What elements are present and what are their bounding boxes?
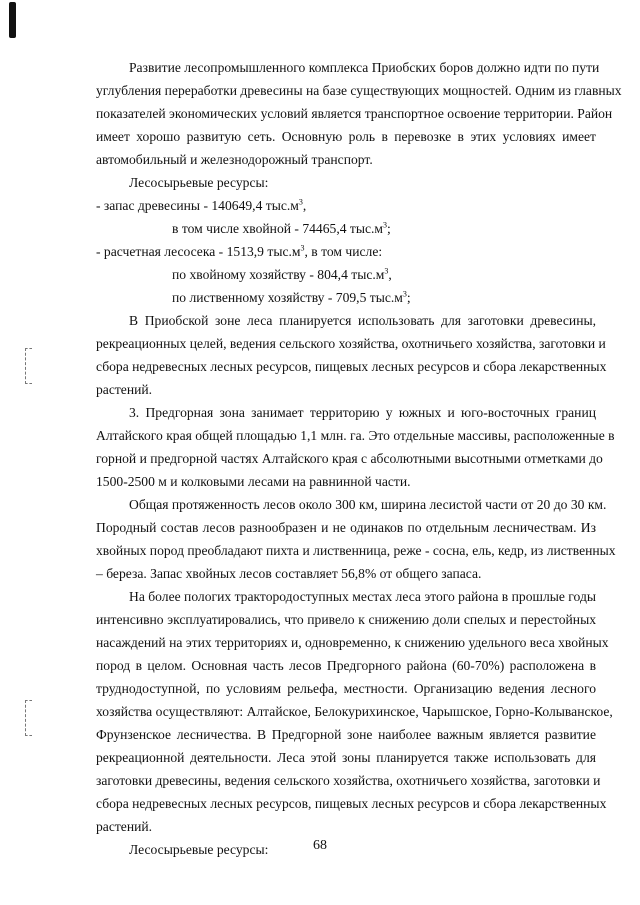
resources-title: Лесосырьевые ресурсы:	[129, 842, 269, 857]
text-line: Породный состав лесов разнообразен и не одинаков по отдельным лесничествам. Из	[96, 520, 596, 535]
text-line: углубления переработки древесины на базе существующих мощностей. Одним из главных	[96, 83, 622, 98]
paragraph-5	[96, 585, 613, 838]
text-line: – береза. Запас хвойных лесов составляет 56,8% от общего запаса.	[96, 566, 482, 581]
text-line: горной и предгорной частях Алтайского края с абсолютными высотными отметками до	[96, 451, 603, 466]
resource-item: по лиственному хозяйству - 709,5 $тыс.м^3$;	[172, 289, 411, 305]
text-line: Фрунзенское лесничества. В Предгорной зоне наиболее важным является развитие	[96, 727, 596, 742]
text-line: На более пологих трактородоступных местах леса этого района в прошлые годы	[129, 589, 596, 604]
resource-item: в том числе хвойной - 74465,4 $тыс.м^3$;	[172, 220, 391, 236]
text-line: растений.	[96, 819, 153, 834]
text-line: заготовки древесины, ведения сельского хозяйства, охотничьего хозяйства, заготовки и	[96, 773, 601, 788]
text-line: Алтайского края общей площадью 1,1 млн. га. Это отдельные массивы, расположенные в	[96, 428, 615, 443]
text-line: насаждений на этих территориях и, одновременно, к снижению удельного веса хвойных	[96, 635, 609, 650]
text-line: интенсивно эксплуатировались, что привело к снижению доли спелых и перестойных	[96, 612, 596, 627]
text-line: хвойных пород преобладают пихта и лиственница, реже - сосна, ель, кедр, из лиственных	[96, 543, 616, 558]
text-line: 3. Предгорная зона занимает территорию у южных и юго-восточных границ	[129, 405, 596, 420]
text-line: Общая протяженность лесов около 300 км, ширина лесистой части от 20 до 30 км.	[129, 497, 607, 512]
text-line: растений.	[96, 382, 153, 397]
body-text	[96, 56, 622, 861]
text-line: сбора недревесных лесных ресурсов, пищевых лесных ресурсов и сбора лекарственных	[96, 796, 607, 811]
text-line: хозяйства осуществляют: Алтайское, Белокурихинское, Чарышское, Горно-Колыванское,	[96, 704, 613, 719]
resource-item: - запас древесины - 140649,4 $тыс.м^3$,	[96, 197, 307, 213]
resources-list-1	[96, 171, 596, 309]
text-line: рекреационных целей, ведения сельского хозяйства, охотничьего хозяйства, заготовки и	[96, 336, 606, 351]
text-line: Развитие лесопромышленного комплекса Приобских боров должно идти по пути	[129, 60, 600, 75]
text-line: 1500-2500 м и колковыми лесами на равнинной части.	[96, 474, 411, 489]
text-line: сбора недревесных лесных ресурсов, пищевых лесных ресурсов и сбора лекарственных	[96, 359, 607, 374]
text-line: автомобильный и железнодорожный транспорт.	[96, 152, 373, 167]
text-line: пород в целом. Основная часть лесов Предгорного района (60-70%) расположена в	[96, 658, 596, 673]
text-line: труднодоступной, по условиям рельефа, местности. Организацию ведения лесного	[96, 681, 596, 696]
text-line: В Приобской зоне леса планируется использовать для заготовки древесины,	[129, 313, 596, 328]
paragraph-1	[96, 56, 622, 171]
page-number: 68	[313, 838, 327, 853]
paragraph-3	[96, 401, 615, 493]
text-line: рекреационной деятельности. Леса этой зоны планируется также использовать для	[96, 750, 596, 765]
resources-title: Лесосырьевые ресурсы:	[129, 175, 269, 190]
scan-edge-mark	[25, 348, 32, 384]
scan-edge-mark	[25, 700, 32, 736]
paragraph-2	[96, 309, 607, 401]
paragraph-4	[96, 493, 616, 585]
text-line: показателей экономических условий является транспортное освоение территории. Район	[96, 106, 613, 121]
resource-item: - расчетная лесосека - 1513,9 $тыс.м^3$, в том числе:	[96, 243, 383, 259]
text-line: имеет хорошо развитую сеть. Основную роль в перевозке в этих условиях имеет	[96, 129, 596, 144]
scan-binding-mark	[9, 2, 16, 38]
resource-item: по хвойному хозяйству - 804,4 $тыс.м^3$,	[172, 266, 392, 282]
